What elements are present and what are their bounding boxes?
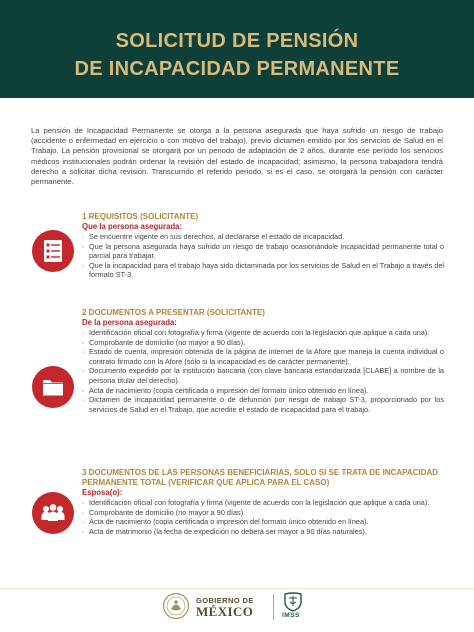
logo-divider xyxy=(273,594,274,620)
list-item: · Que la persona asegurada haya sufrido un riesgo de trabajo ocasionándole incapacidad permanente total o parcial para trabajar. xyxy=(82,242,444,261)
section-subtitle: Esposa(o): xyxy=(82,488,123,497)
coat-of-arms-icon xyxy=(162,592,190,620)
page-title-line1: SOLICITUD DE PENSIÓN xyxy=(115,30,359,52)
folder-icon xyxy=(32,366,74,408)
documents-list xyxy=(82,328,444,414)
list-item: · Comprobante de domicilio (no mayor a 90 días). xyxy=(82,508,444,518)
intro-paragraph: La pensión de Incapacidad Permanente se otorga a la persona asegurada que haya sufrido un riesgo de trabajo (accidente o enfermedad en ejercicio o con motivo del trabajo), previo dictamen emitido por los servicios de Salud en el Trabajo. La pensión provisional se otorgará por un periodo de adaptación de 2 años, durante ese periodo los servicios médicos institucionales podrán ordenar la revisión del estado de incapacidad; asimismo, la persona trabajadora tendrá derecho a solicitar dicha revisión. Transcurrido el referido periodo, si es el caso, se otorgará la pensión con carácter permanente. xyxy=(31,126,443,187)
mexico-label: MÉXICO xyxy=(196,604,254,619)
section-subtitle: De la persona asegurada: xyxy=(82,318,177,327)
imss-logo-icon xyxy=(281,592,305,612)
beneficiary-documents-list xyxy=(82,498,444,536)
page-title-line2: DE INCAPACIDAD PERMANENTE xyxy=(74,58,400,80)
list-item: · Documento expedido por la institución bancaria (con clave bancaria estandarizada [CLABE] a nombre de la persona titular del derecho). xyxy=(82,366,444,385)
list-item: · Acta de nacimiento (copia certificada o impresión del formato único obtenido en línea). xyxy=(82,386,444,396)
list-item: · Comprobante de domicilio (no mayor a 90 días). xyxy=(82,338,444,348)
requirements-list xyxy=(82,232,444,280)
section-title: 1 REQUISITOS (SOLICITANTE) xyxy=(82,212,199,221)
list-item: · Identificación oficial con fotografía y firma (vigente de acuerdo con la legislación que aplique a cada una). xyxy=(82,328,444,338)
list-item: · Estado de cuenta, impresión obtenida de la página de internet de la Afore que maneja la cuenta individual o contrato firmado con la Afore (sólo si la incapacidad es de carácter permanente). xyxy=(82,347,444,366)
section-subtitle: Que la persona asegurada: xyxy=(82,222,183,231)
imss-label: IMSS xyxy=(282,612,300,619)
list-item: · Dictamen de incapacidad permanente o de defunción por riesgo de trabajo ST-3, proporcionado por los servicios de Salud en el Trabajo, que acredite el estado de incapacidad para el trabajo. xyxy=(82,395,444,414)
section-title: 3 DOCUMENTOS DE LAS PERSONAS BENEFICIARIAS, SOLO SI SE TRATA DE INCAPACIDAD PERMANENTE TOTAL (VERIFICAR QUE APLICA PARA EL CASO) xyxy=(82,468,439,487)
list-item: · Se encuentre vigente en sus derechos, al declararse el estado de incapacidad. xyxy=(82,232,444,242)
footer-divider xyxy=(0,588,474,589)
header-banner xyxy=(0,0,474,98)
gobierno-label: GOBIERNO DE xyxy=(196,596,254,605)
list-item: · Identificación oficial con fotografía y firma (vigente de acuerdo con la legislación que aplique a cada una). xyxy=(82,498,444,508)
list-item: · Acta de matrimonio (la fecha de expedición no deberá ser mayor a 90 días naturales). xyxy=(82,527,444,537)
people-icon xyxy=(32,492,74,534)
checklist-icon xyxy=(32,230,74,272)
list-item: · Que la incapacidad para el trabajo haya sido dictaminada por los servicios de Salud en el Trabajo a través del formato ST-3. xyxy=(82,261,444,280)
list-item: · Acta de nacimiento (copia certificada o impresión del formato único obtenido en línea). xyxy=(82,517,444,527)
section-title: 2 DOCUMENTOS A PRESENTAR (SOLICITANTE) xyxy=(82,308,265,317)
